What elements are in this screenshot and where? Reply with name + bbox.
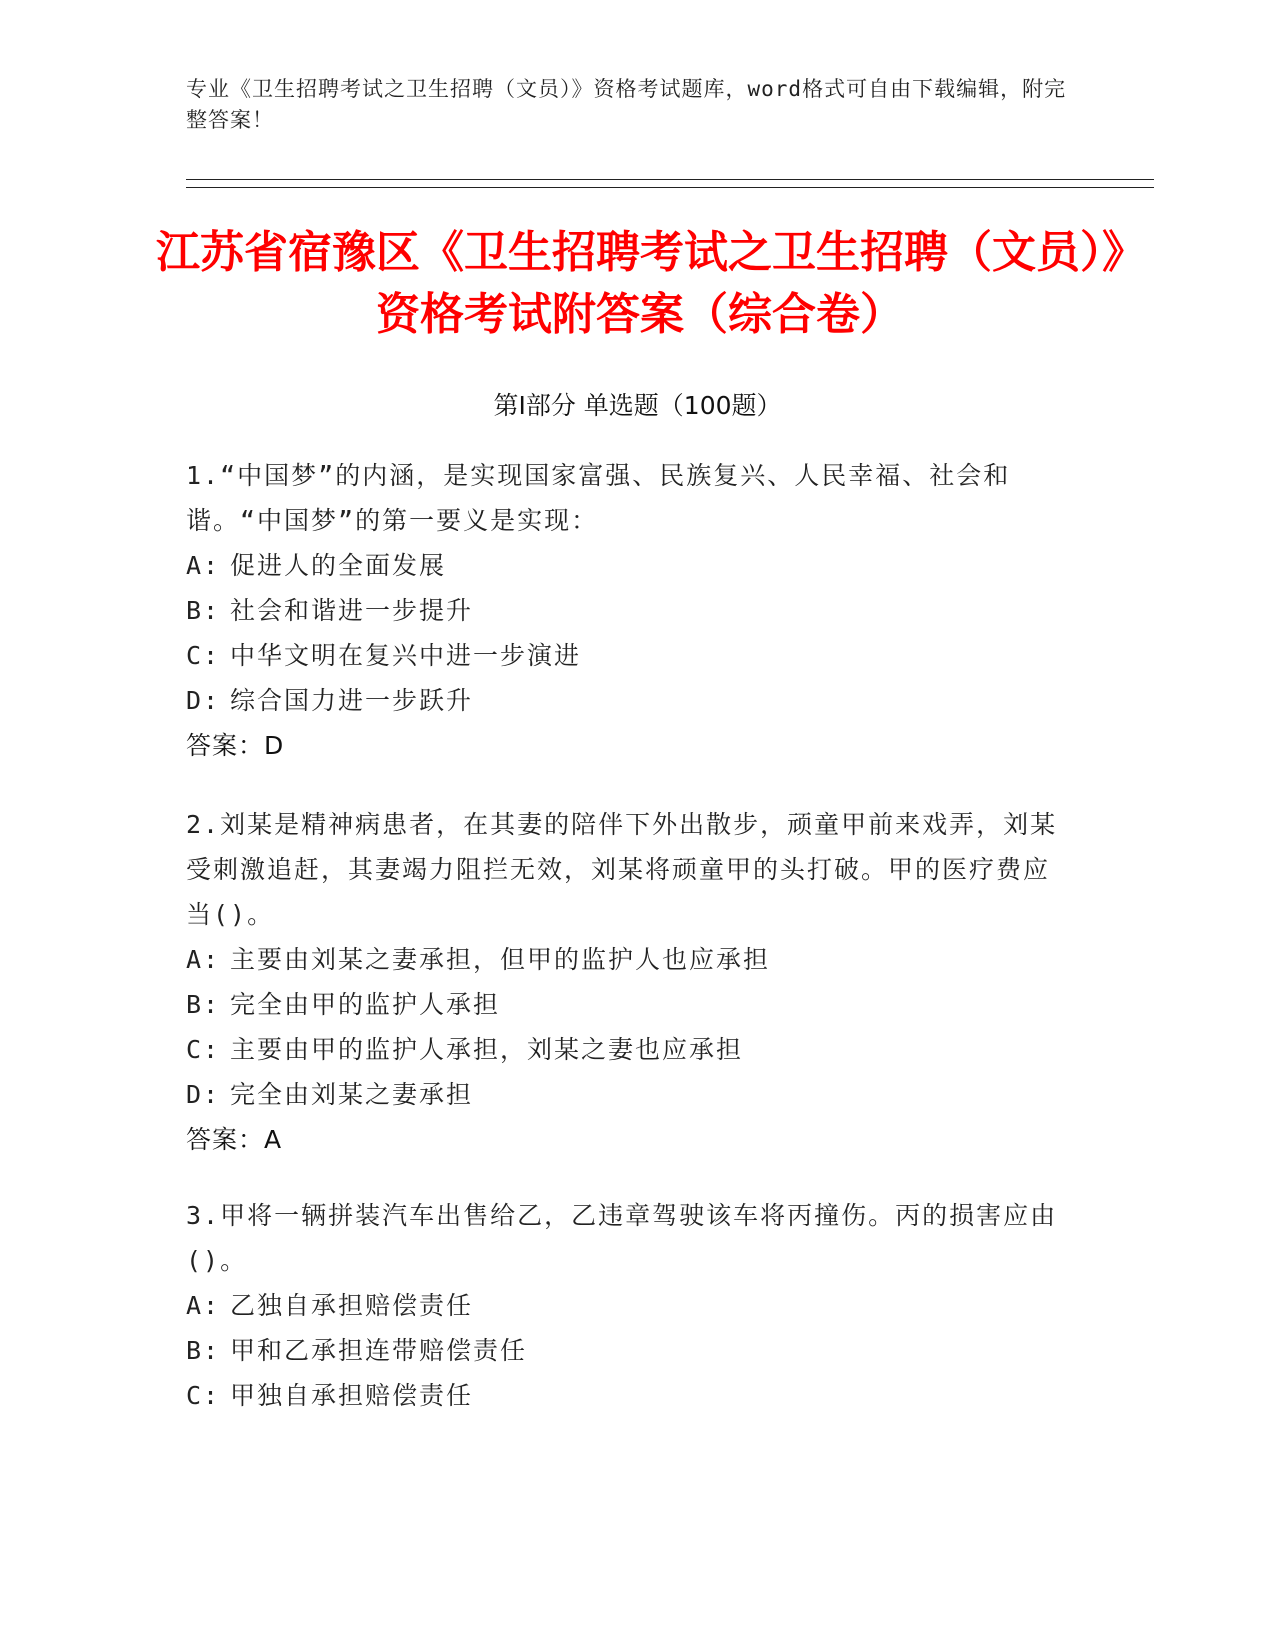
header-divider-bottom [186, 187, 1154, 188]
option-text: 中华文明在复兴中进一步演进 [230, 641, 582, 670]
option-text: 主要由甲的监护人承担，刘某之妻也应承担 [230, 1035, 744, 1064]
option-text: 促进人的全面发展 [230, 551, 447, 580]
option-text: 甲独自承担赔偿责任 [230, 1381, 474, 1410]
option-c [186, 1373, 1066, 1418]
header-divider-top [186, 179, 1154, 180]
header-note: 专业《卫生招聘考试之卫生招聘（文员）》资格考试题库，word格式可自由下载编辑，附完整答案！ [186, 77, 1067, 132]
question-3 [186, 1193, 1066, 1418]
option-text: 乙独自承担赔偿责任 [230, 1291, 474, 1320]
option-key: D: [186, 686, 221, 715]
option-a [186, 1283, 1066, 1328]
option-text: 完全由刘某之妻承担 [230, 1080, 474, 1109]
option-d [186, 1072, 1066, 1117]
option-text: 主要由刘某之妻承担，但甲的监护人也应承担 [230, 945, 771, 974]
question-2 [186, 802, 1066, 1162]
answer-line: 答案：A [186, 1125, 283, 1154]
answer-line: 答案：D [186, 731, 285, 760]
option-key: C: [186, 641, 221, 670]
option-c [186, 1027, 1066, 1072]
question-stem: 3.甲将一辆拼装汽车出售给乙，乙违章驾驶该车将丙撞伤。丙的损害应由()。 [186, 1201, 1058, 1275]
option-b [186, 982, 1066, 1027]
option-key: B: [186, 990, 221, 1019]
document-title: 江苏省宿豫区《卫生招聘考试之卫生招聘（文员）》资格考试附答案（综合卷） [156, 227, 1124, 340]
option-d [186, 678, 1066, 723]
option-key: B: [186, 596, 221, 625]
option-text: 社会和谐进一步提升 [230, 596, 474, 625]
option-key: A: [186, 1291, 221, 1320]
option-a [186, 937, 1066, 982]
option-key: A: [186, 551, 221, 580]
option-a [186, 543, 1066, 588]
option-b [186, 588, 1066, 633]
question-1 [186, 453, 1066, 768]
option-c [186, 633, 1066, 678]
option-text: 甲和乙承担连带赔偿责任 [230, 1336, 528, 1365]
option-key: B: [186, 1336, 221, 1365]
question-stem: 1.“中国梦”的内涵，是实现国家富强、民族复兴、人民幸福、社会和谐。“中国梦”的第一要义是实现： [186, 461, 1011, 535]
option-key: C: [186, 1035, 221, 1064]
option-text: 完全由甲的监护人承担 [230, 990, 501, 1019]
option-key: A: [186, 945, 221, 974]
option-key: D: [186, 1080, 221, 1109]
section-title: 第Ⅰ部分 单选题（100题） [493, 391, 782, 420]
option-text: 综合国力进一步跃升 [230, 686, 474, 715]
option-b [186, 1328, 1066, 1373]
question-stem: 2.刘某是精神病患者，在其妻的陪伴下外出散步，顽童甲前来戏弄，刘某受刺激追赶，其妻竭力阻拦无效，刘某将顽童甲的头打破。甲的医疗费应当()。 [186, 810, 1058, 929]
option-key: C: [186, 1381, 221, 1410]
